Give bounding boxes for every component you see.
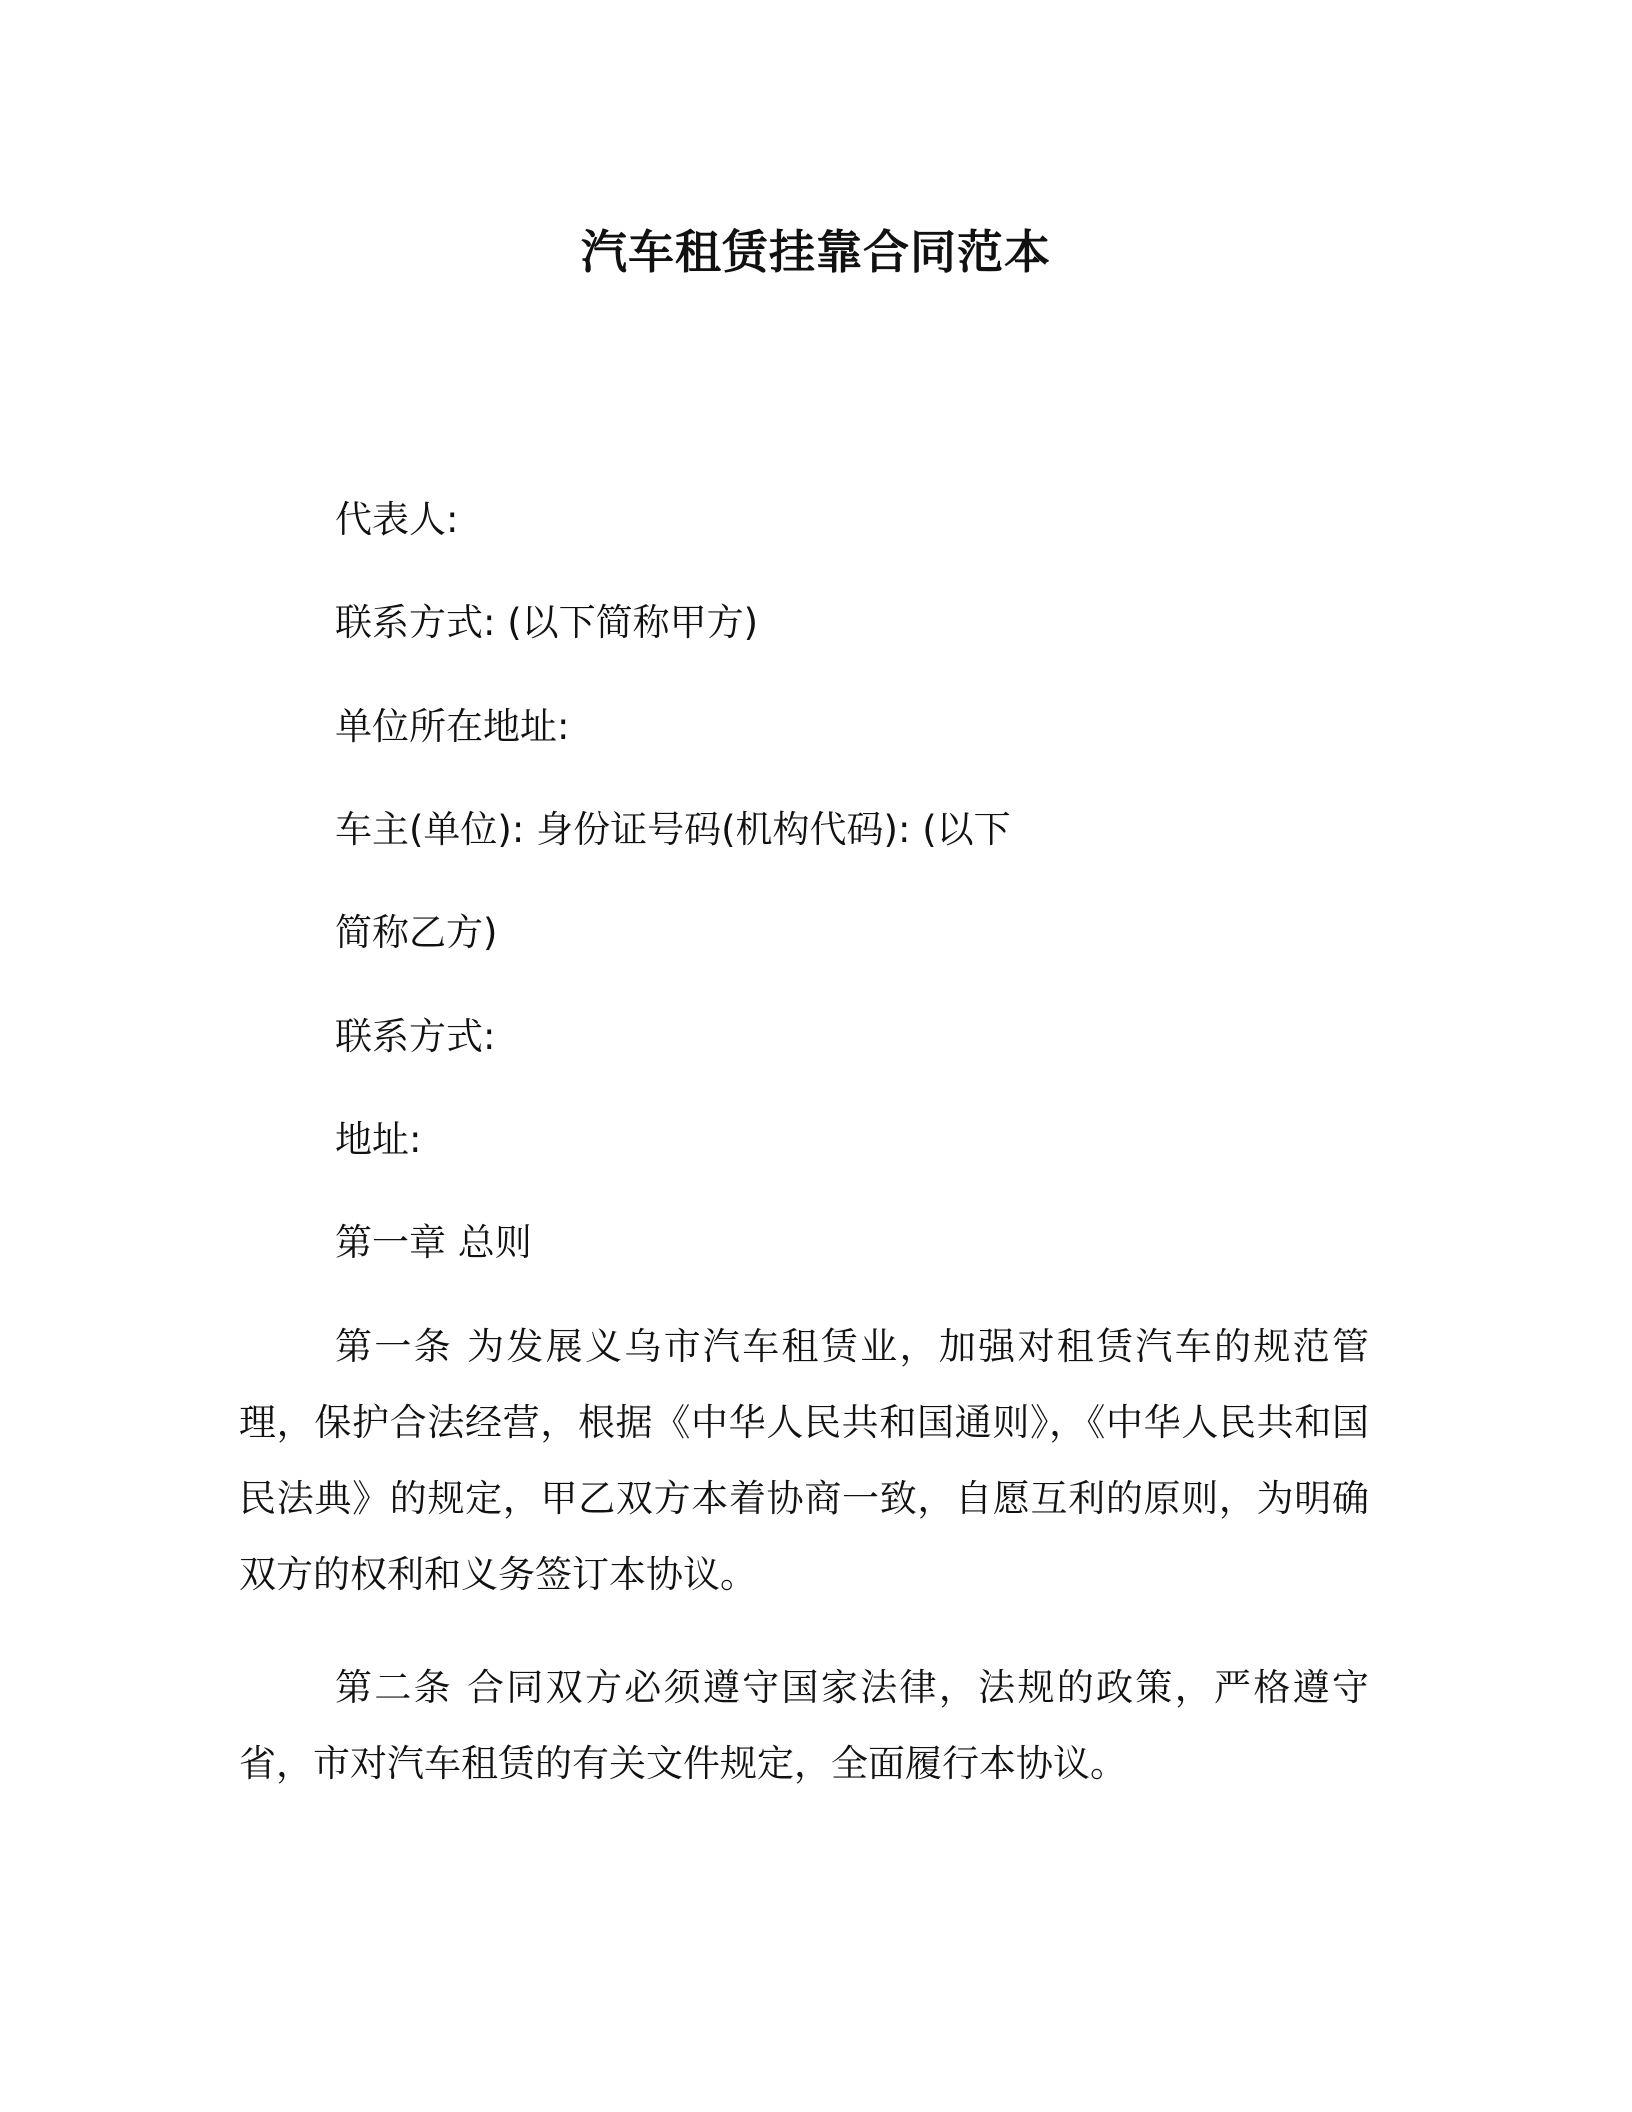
party-b-address-line: 地址: — [335, 1118, 422, 1161]
chapter-heading: 第一章 总则 — [335, 1221, 532, 1264]
party-a-address-line: 单位所在地址: — [335, 705, 570, 748]
party-b-contact-line: 联系方式: — [335, 1015, 496, 1058]
article-two-paragraph: 第二条 合同双方必须遵守国家法律，法规的政策，严格遵守省，市对汽车租赁的有关文件规定，全面履行本协议。 — [239, 1666, 1369, 1785]
document-title: 汽车租赁挂靠合同范本 — [581, 225, 1051, 279]
representative-line: 代表人: — [335, 498, 459, 541]
party-a-contact-line: 联系方式: (以下简称甲方) — [335, 601, 759, 644]
party-b-abbrev-line: 简称乙方) — [335, 911, 498, 954]
article-one-paragraph: 第一条 为发展义乌市汽车租赁业，加强对租赁汽车的规范管理，保护合法经营，根据《中华人民共和国通则》，《中华人民共和国民法典》的规定，甲乙双方本着协商一致，自愿互利的原则，为明确双方的权利和义务签订本协议。 — [239, 1325, 1369, 1596]
car-owner-line: 车主(单位): 身份证号码(机构代码): (以下 — [335, 808, 1011, 851]
